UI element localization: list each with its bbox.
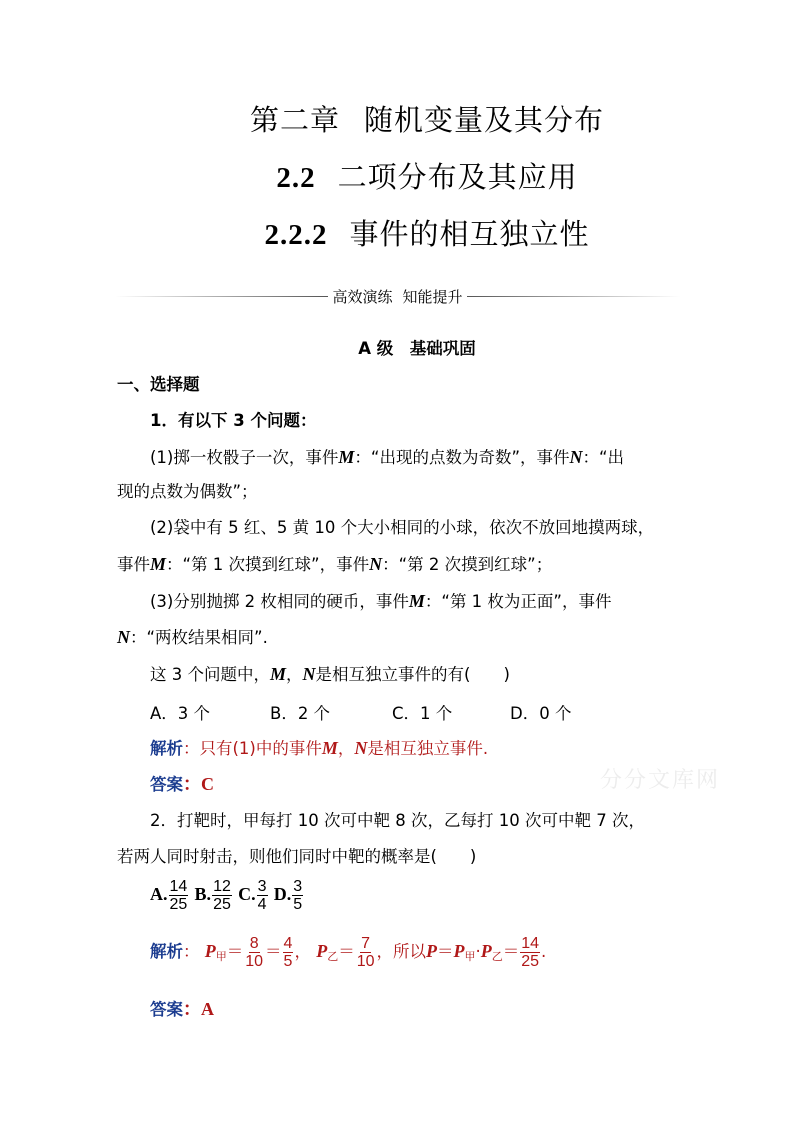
q1-stem: 1．有以下 3 个问题： xyxy=(150,411,317,430)
banner-text: 高效演练 知能提升 xyxy=(332,287,463,306)
q1-answer: 答案：C xyxy=(150,774,214,794)
q2-option-d-frac: $\frac{3}{5}$ xyxy=(293,878,303,913)
q2-options: A. $\frac{14}{25}$ B. $\frac{12}{25}$ C. $\frac{3}{4}$ D. $\frac{3}{5}$ xyxy=(150,878,303,913)
subsection-title: 2.2.2 事件的相互独立性 xyxy=(264,217,590,251)
banner-divider xyxy=(115,285,680,307)
q1-option-d: D．0 个 xyxy=(510,704,572,723)
q1-question: 这 3 个问题中，M，N是相互独立事件的有( ) xyxy=(150,664,510,684)
q1-item3-cont: N：“两枚结果相同”. xyxy=(117,627,268,647)
q2-option-a-frac: $\frac{14}{25}$ xyxy=(169,878,188,913)
q1-option-a: A．3 个 xyxy=(150,704,211,723)
q1-option-b: B．2 个 xyxy=(270,704,331,723)
q1-option-c: C．1 个 xyxy=(392,704,453,723)
q1-item1: (1)掷一枚骰子一次，事件M：“出现的点数为奇数”，事件N：“出 xyxy=(150,447,625,467)
q2-stem: 2．打靶时，甲每打 10 次可中靶 8 次，乙每打 10 次可中靶 7 次， xyxy=(150,811,645,830)
part-heading: 一、选择题 xyxy=(117,375,200,394)
q1-item2-cont: 事件M：“第 1 次摸到红球”，事件N：“第 2 次摸到红球”； xyxy=(117,554,553,574)
q1-analysis: 解析：只有(1)中的事件M，N是相互独立事件. xyxy=(150,738,489,758)
chapter-title: 第二章 随机变量及其分布 xyxy=(249,103,605,137)
q2-option-b-frac: $\frac{12}{25}$ xyxy=(213,878,231,913)
q1-options xyxy=(150,700,571,724)
q1-item3: (3)分别抛掷 2 枚相同的硬币，事件M：“第 1 枚为正面”，事件 xyxy=(150,591,612,611)
level-heading: A 级 基础巩固 xyxy=(358,339,476,358)
q2-answer: 答案：A xyxy=(150,999,214,1019)
q1-item1-cont: 现的点数为偶数”； xyxy=(117,482,258,501)
q2-option-c-frac: $\frac{3}{4}$ xyxy=(257,878,267,913)
q1-item2: (2)袋中有 5 红、5 黄 10 个大小相同的小球，依次不放回地摸两球， xyxy=(150,518,655,537)
q2-stem-cont: 若两人同时射击，则他们同时中靶的概率是( ) xyxy=(117,847,477,866)
watermark: 分分文库网 xyxy=(600,768,721,793)
q2-analysis: 解析： $P_甲=$ $\frac{8}{10}$ ＝ $\frac{4}{5}$ ， $P_乙=$ $\frac{7}{10}$ ，所以$P=P_甲\cdot P_乙=$ $\frac{14}{25}$ . xyxy=(150,935,547,970)
section-title: 2.2 二项分布及其应用 xyxy=(276,160,578,194)
